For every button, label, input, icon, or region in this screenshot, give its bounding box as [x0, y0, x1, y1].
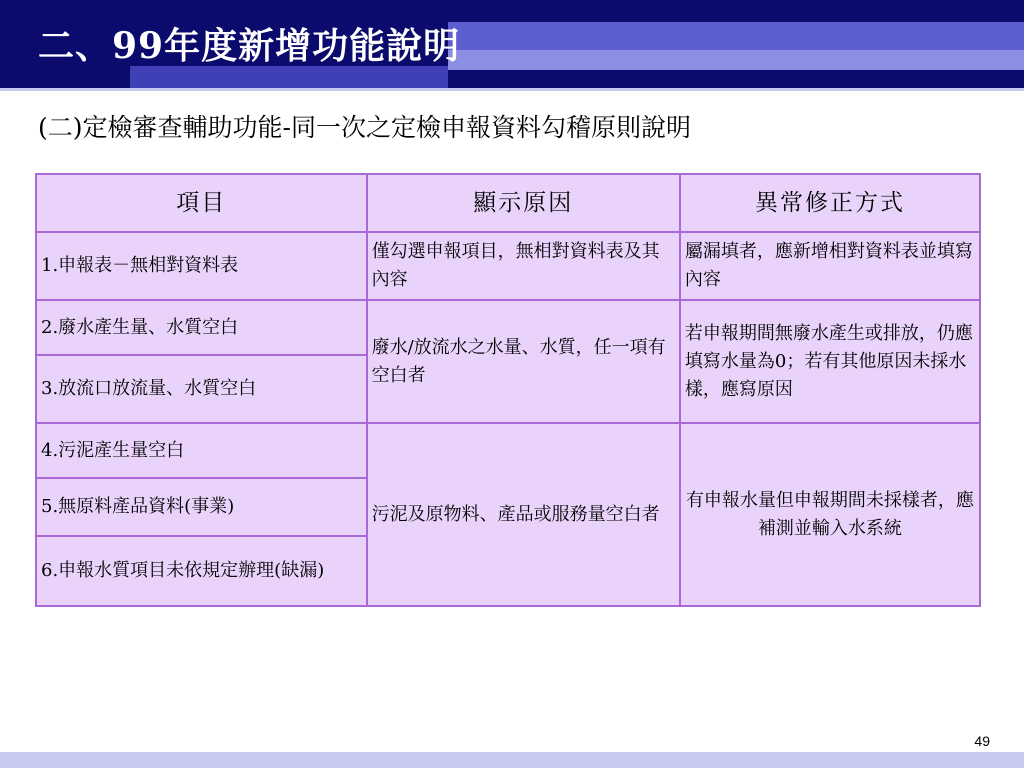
banner-underline	[0, 88, 1024, 91]
validation-rules-table	[35, 173, 981, 607]
table-header-row	[36, 174, 980, 232]
footer-bar	[0, 752, 1024, 768]
banner-stripe-top	[448, 22, 1024, 50]
table-row	[36, 300, 980, 355]
reason-cell: 僅勾選申報項目，無相對資料表及其內容	[367, 232, 680, 300]
page-number: 49	[974, 733, 990, 749]
item-cell: 1.申報表－無相對資料表	[36, 232, 367, 300]
fix-cell: 屬漏填者，應新增相對資料表並填寫內容	[680, 232, 980, 300]
header-reason: 顯示原因	[367, 174, 680, 232]
fix-cell-wastewater: 若申報期間無廢水產生或排放，仍應填寫水量為0；若有其他原因未採水樣，應寫原因	[680, 300, 980, 423]
reason-cell-sludge: 污泥及原物料、產品或服務量空白者	[367, 423, 680, 606]
item-cell: 4.污泥產生量空白	[36, 423, 367, 478]
item-cell: 3.放流口放流量、水質空白	[36, 355, 367, 423]
item-cell: 5.無原料產品資料(事業)	[36, 478, 367, 536]
header-banner	[0, 0, 1024, 90]
header-fix: 異常修正方式	[680, 174, 980, 232]
banner-stripe-middle	[448, 50, 1024, 70]
banner-stripe-under-title	[130, 66, 448, 88]
item-cell: 2.廢水產生量、水質空白	[36, 300, 367, 355]
reason-cell-wastewater: 廢水/放流水之水量、水質，任一項有空白者	[367, 300, 680, 423]
slide-title: 二、99年度新增功能說明	[38, 25, 461, 67]
header-item: 項目	[36, 174, 367, 232]
fix-cell-sludge: 有申報水量但申報期間未採樣者，應補測並輸入水系統	[680, 423, 980, 606]
item-cell: 6.申報水質項目未依規定辦理(缺漏)	[36, 536, 367, 606]
table-row	[36, 423, 980, 478]
slide-subtitle: (二)定檢審查輔助功能-同一次之定檢申報資料勾稽原則說明	[38, 113, 691, 142]
table-row	[36, 232, 980, 300]
